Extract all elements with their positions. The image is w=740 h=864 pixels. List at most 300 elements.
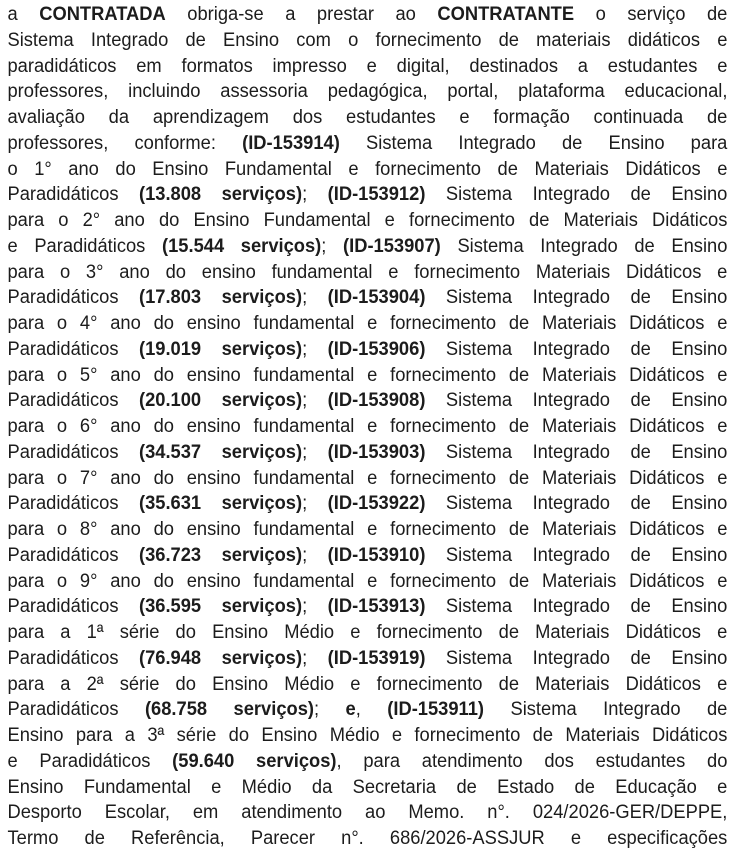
text: professores, xyxy=(7,80,109,103)
text: do xyxy=(115,157,136,180)
text-line xyxy=(7,260,727,286)
text: o xyxy=(348,28,359,51)
bold-text: serviços) xyxy=(240,234,322,257)
word xyxy=(627,2,685,28)
word xyxy=(540,234,617,260)
text: portal, xyxy=(447,80,499,103)
word xyxy=(254,569,355,595)
word xyxy=(57,363,67,389)
text: ensino xyxy=(186,363,241,386)
text: ; xyxy=(321,234,327,257)
word xyxy=(350,672,360,698)
text: de xyxy=(574,775,595,798)
word xyxy=(222,337,308,363)
bold-text: (13.808 xyxy=(138,183,202,206)
text: Materiais xyxy=(535,621,610,643)
word xyxy=(139,337,201,363)
text: atendimento xyxy=(421,749,523,772)
text: de xyxy=(498,621,520,643)
word xyxy=(223,28,279,54)
word xyxy=(629,311,704,337)
text: ano xyxy=(110,415,141,437)
word xyxy=(544,749,574,775)
word xyxy=(7,79,108,105)
word xyxy=(542,466,616,492)
word xyxy=(367,414,377,440)
word xyxy=(671,234,727,260)
word xyxy=(159,208,179,234)
bold-text: (ID-153903) xyxy=(327,440,426,463)
word xyxy=(328,440,426,466)
text: Médio xyxy=(329,724,380,746)
word xyxy=(533,800,728,826)
word xyxy=(366,131,432,157)
bold-text: e xyxy=(345,698,356,721)
word xyxy=(7,800,81,826)
text: Integrado xyxy=(90,28,169,51)
word xyxy=(87,672,104,698)
text: 9° xyxy=(79,569,98,592)
text: ensino xyxy=(186,569,241,592)
word xyxy=(671,182,727,208)
text: do xyxy=(153,518,174,540)
word xyxy=(446,543,512,569)
word xyxy=(7,594,118,620)
word xyxy=(328,337,426,363)
word xyxy=(634,234,654,260)
text: Ensino xyxy=(671,337,728,360)
bold-text: serviços) xyxy=(221,183,303,206)
word xyxy=(409,208,515,234)
bold-text: (59.640 xyxy=(172,749,235,772)
word xyxy=(717,260,727,286)
word xyxy=(68,157,99,183)
word xyxy=(328,491,426,517)
word xyxy=(7,234,17,260)
word xyxy=(125,723,135,749)
text: e xyxy=(7,749,18,772)
word xyxy=(596,2,606,28)
word xyxy=(139,594,201,620)
word xyxy=(120,620,160,646)
word xyxy=(7,775,63,801)
text-line xyxy=(7,672,727,698)
text: 2ª xyxy=(86,672,104,695)
text: Paradidáticos xyxy=(7,286,119,309)
word xyxy=(397,54,450,80)
text-line xyxy=(7,388,727,414)
text: Escolar, xyxy=(104,801,170,824)
text: o xyxy=(58,209,69,231)
text-line xyxy=(7,800,727,826)
text: para xyxy=(7,363,45,386)
word xyxy=(80,311,98,337)
text: formação xyxy=(493,106,570,128)
text: e xyxy=(367,363,378,386)
bold-text: (20.100 xyxy=(138,389,202,412)
text: Didáticos xyxy=(629,363,705,386)
word xyxy=(153,105,269,131)
text: e xyxy=(391,724,403,746)
text: conforme: xyxy=(134,131,216,154)
word xyxy=(390,517,496,543)
word xyxy=(628,28,700,54)
text: e xyxy=(350,621,361,643)
text: Integrado xyxy=(532,389,610,412)
bold-text: (68.758 xyxy=(144,698,208,721)
text: Materiais xyxy=(541,569,617,592)
word xyxy=(533,646,610,672)
word xyxy=(7,54,116,80)
word xyxy=(273,54,347,80)
text: e xyxy=(367,569,378,592)
text: o xyxy=(59,260,71,283)
word xyxy=(535,672,609,698)
word xyxy=(375,28,481,54)
word xyxy=(254,466,355,492)
text: Ensino xyxy=(212,621,269,643)
text: ; xyxy=(302,337,308,360)
word xyxy=(717,517,727,543)
text: fornecimento xyxy=(414,724,521,746)
text: a xyxy=(577,54,588,77)
word xyxy=(222,285,308,311)
text: materiais xyxy=(536,28,611,51)
text: fornecimento xyxy=(375,157,481,180)
text: Didáticos xyxy=(625,157,701,180)
word xyxy=(387,697,484,723)
word xyxy=(629,517,704,543)
text: e xyxy=(459,106,470,128)
word xyxy=(7,363,44,389)
text: Fundamental xyxy=(83,775,191,798)
word xyxy=(119,260,150,286)
word xyxy=(367,363,377,389)
word xyxy=(34,234,145,260)
word xyxy=(717,363,727,389)
text: e xyxy=(717,775,728,798)
text: Materiais xyxy=(535,672,610,695)
word xyxy=(7,2,17,28)
text-line xyxy=(7,697,727,723)
word xyxy=(509,466,529,492)
text: de xyxy=(508,363,530,386)
text: de xyxy=(630,595,651,618)
text: 3ª xyxy=(147,724,165,746)
text: para xyxy=(363,749,401,772)
text: Paradidáticos xyxy=(7,698,119,721)
text: Termo xyxy=(7,827,59,849)
word xyxy=(254,414,355,440)
word xyxy=(139,182,201,208)
text: fornecimento xyxy=(414,260,521,283)
text: Paradidáticos xyxy=(7,389,119,412)
word xyxy=(7,517,44,543)
word xyxy=(131,826,225,852)
word xyxy=(414,260,520,286)
text: fundamental xyxy=(253,415,355,437)
word xyxy=(91,28,168,54)
text: e xyxy=(717,466,728,489)
text: e xyxy=(717,312,728,334)
word xyxy=(139,491,201,517)
word xyxy=(536,260,610,286)
bold-text: (ID-153913) xyxy=(327,595,426,618)
text: ano xyxy=(68,157,99,180)
word xyxy=(571,826,581,852)
word xyxy=(312,775,332,801)
text: para xyxy=(7,621,45,643)
word xyxy=(7,491,118,517)
word xyxy=(367,466,377,492)
word xyxy=(671,337,727,363)
word xyxy=(385,208,395,234)
word xyxy=(390,569,496,595)
text: Sistema xyxy=(445,492,513,515)
word xyxy=(86,260,104,286)
text: Ensino xyxy=(193,209,250,231)
word xyxy=(328,388,426,414)
word xyxy=(594,105,684,131)
word xyxy=(630,543,650,569)
word xyxy=(365,800,385,826)
text: fundamental xyxy=(253,569,355,592)
text-line xyxy=(7,569,727,595)
word xyxy=(181,54,252,80)
text: ensino xyxy=(186,312,241,334)
word xyxy=(7,672,44,698)
word xyxy=(446,182,512,208)
text: estudantes xyxy=(607,54,698,77)
text: e xyxy=(211,775,222,798)
text: e xyxy=(717,415,728,437)
word xyxy=(608,54,698,80)
text: Materiais xyxy=(541,363,617,386)
text: Sistema xyxy=(510,698,577,721)
text: Integrado xyxy=(532,595,610,618)
word xyxy=(534,157,608,183)
text: dos xyxy=(292,106,323,128)
word xyxy=(7,285,118,311)
text: Ensino xyxy=(608,131,665,154)
text: Materiais xyxy=(565,724,640,746)
word xyxy=(542,517,616,543)
text-line xyxy=(7,363,727,389)
word xyxy=(187,517,241,543)
word xyxy=(671,543,727,569)
word xyxy=(390,414,496,440)
word xyxy=(222,182,308,208)
text: ; xyxy=(302,183,308,206)
text: Secretaria xyxy=(352,775,437,798)
text: e xyxy=(717,518,728,540)
word xyxy=(80,414,98,440)
word xyxy=(533,285,610,311)
text: o xyxy=(56,466,68,489)
text: de xyxy=(630,286,651,309)
text: Integrado xyxy=(532,183,610,206)
text: fornecimento xyxy=(390,415,497,437)
text: de xyxy=(185,28,206,51)
word xyxy=(630,285,650,311)
word xyxy=(629,466,704,492)
bold-text: (ID-153906) xyxy=(327,337,426,360)
word xyxy=(7,182,118,208)
word xyxy=(176,620,196,646)
word xyxy=(7,131,108,157)
text: de xyxy=(498,28,519,51)
text: fundamental xyxy=(271,260,373,283)
word xyxy=(7,311,44,337)
text: ao xyxy=(395,3,416,25)
text: ano xyxy=(110,363,141,386)
word xyxy=(80,466,98,492)
text-line xyxy=(7,414,727,440)
text: destinados xyxy=(469,54,559,77)
text: Educação xyxy=(615,775,697,798)
word xyxy=(120,672,160,698)
word xyxy=(187,363,241,389)
word xyxy=(7,337,118,363)
word xyxy=(390,826,545,852)
text-line xyxy=(7,2,727,28)
text: o xyxy=(595,3,606,25)
text: de xyxy=(630,440,651,463)
text: ano xyxy=(110,312,141,334)
word xyxy=(57,466,67,492)
text: ano xyxy=(110,466,141,489)
word xyxy=(446,491,512,517)
text: Materiais xyxy=(534,157,609,180)
text: Sistema xyxy=(445,286,513,309)
word xyxy=(629,363,704,389)
word xyxy=(509,414,529,440)
text: fornecimento xyxy=(390,518,497,540)
word xyxy=(139,440,201,466)
text: série xyxy=(119,672,160,695)
text: a xyxy=(60,621,71,643)
word xyxy=(187,2,263,28)
word xyxy=(202,260,256,286)
word xyxy=(671,491,727,517)
word xyxy=(390,311,496,337)
text: Integrado xyxy=(603,698,681,721)
word xyxy=(187,414,241,440)
word xyxy=(328,182,426,208)
bold-text: (34.537 xyxy=(138,440,202,463)
word xyxy=(7,157,17,183)
text: Didáticos xyxy=(625,672,701,695)
word xyxy=(533,543,610,569)
word xyxy=(220,79,308,105)
text-line xyxy=(7,517,727,543)
word xyxy=(395,2,415,28)
text: e xyxy=(717,54,728,77)
word xyxy=(7,543,118,569)
text: Ensino xyxy=(152,157,209,180)
word xyxy=(139,543,201,569)
text: de xyxy=(630,492,651,515)
word xyxy=(535,620,609,646)
word xyxy=(615,775,696,801)
word xyxy=(166,260,186,286)
text: de xyxy=(634,234,655,257)
word xyxy=(172,749,234,775)
word xyxy=(87,620,104,646)
word xyxy=(139,646,201,672)
bold-text: (36.595 xyxy=(138,595,202,618)
word xyxy=(154,414,174,440)
word xyxy=(353,775,437,801)
word xyxy=(377,620,483,646)
word xyxy=(509,569,529,595)
word xyxy=(211,775,221,801)
bold-text: (19.019 xyxy=(138,337,202,360)
word xyxy=(630,594,650,620)
word xyxy=(652,723,727,749)
word xyxy=(110,569,141,595)
word xyxy=(284,620,334,646)
text: Integrado xyxy=(532,543,610,566)
text: incluindo xyxy=(128,80,201,103)
text: Paradidáticos xyxy=(7,492,119,515)
bold-text: (15.544 xyxy=(162,234,225,257)
text: de xyxy=(706,3,728,25)
text: 4° xyxy=(79,312,98,334)
text-line xyxy=(7,234,727,260)
word xyxy=(542,363,616,389)
text: série xyxy=(176,724,217,746)
word xyxy=(222,440,308,466)
text: e xyxy=(717,157,728,180)
word xyxy=(341,826,364,852)
word xyxy=(717,414,727,440)
text-line xyxy=(7,466,727,492)
word xyxy=(533,388,610,414)
text-line xyxy=(7,157,727,183)
word xyxy=(39,749,150,775)
text: de xyxy=(630,389,651,412)
text: 5° xyxy=(79,363,98,386)
word xyxy=(487,800,510,826)
text: especificações xyxy=(607,827,728,849)
text: e xyxy=(367,415,378,437)
word xyxy=(717,54,727,80)
word xyxy=(707,697,727,723)
text: do xyxy=(153,466,174,489)
word xyxy=(367,54,377,80)
text: ano xyxy=(119,260,150,283)
word xyxy=(110,363,141,389)
word xyxy=(707,105,727,131)
word xyxy=(343,234,441,260)
word xyxy=(536,28,610,54)
word xyxy=(57,569,67,595)
word xyxy=(350,620,360,646)
word xyxy=(176,672,196,698)
text: ensino xyxy=(201,260,256,283)
text: n°. xyxy=(341,827,364,849)
text: Materiais xyxy=(535,260,611,283)
word xyxy=(293,105,323,131)
text: e xyxy=(717,260,728,283)
word xyxy=(348,28,358,54)
text: e xyxy=(367,312,378,334)
word xyxy=(346,697,361,723)
word xyxy=(446,285,512,311)
bold-text: (ID-153911) xyxy=(387,698,485,721)
text: aprendizagem xyxy=(152,106,269,128)
